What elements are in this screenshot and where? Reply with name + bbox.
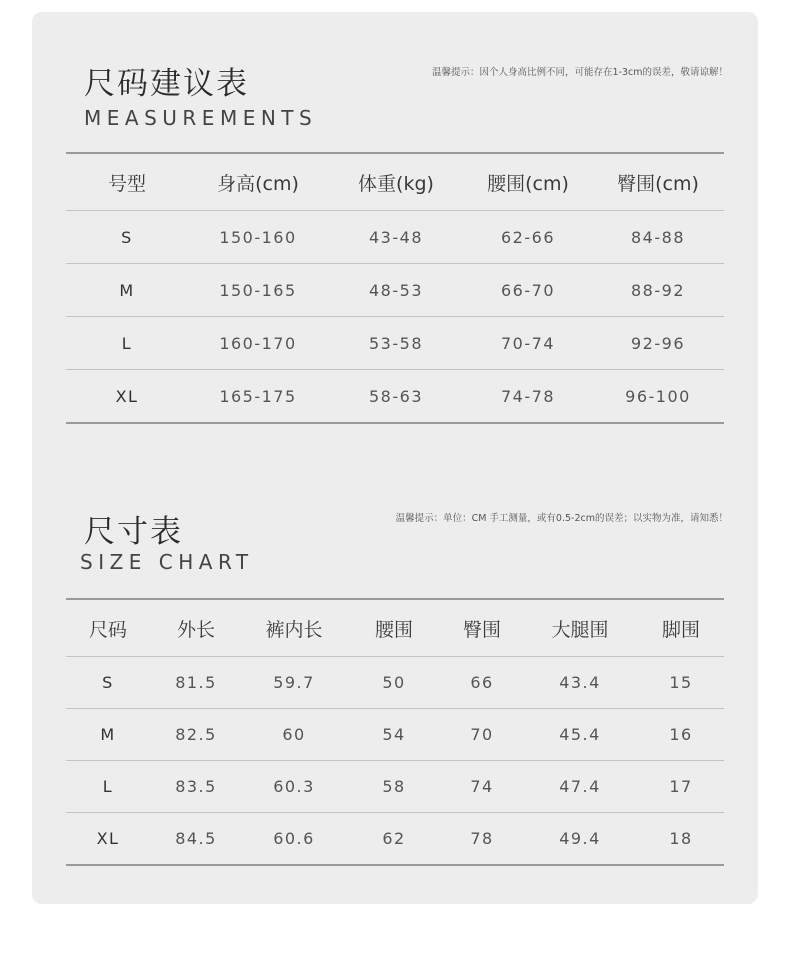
size-cell: XL xyxy=(66,370,188,424)
table-cell: 16 xyxy=(638,709,724,761)
table-row xyxy=(66,370,724,424)
table-cell: 47.4 xyxy=(522,761,638,813)
table-cell: 66-70 xyxy=(464,264,592,317)
header-cell: 腰围(cm) xyxy=(464,153,592,211)
header-cell: 腰围 xyxy=(346,599,442,657)
table-cell: 81.5 xyxy=(150,657,242,709)
table-cell: 150-165 xyxy=(188,264,328,317)
table-cell: 74 xyxy=(442,761,522,813)
table-cell: 45.4 xyxy=(522,709,638,761)
size-cell: M xyxy=(66,264,188,317)
header-cell: 尺码 xyxy=(66,599,150,657)
table-cell: 18 xyxy=(638,813,724,866)
table-cell: 92-96 xyxy=(592,317,724,370)
table-cell: 66 xyxy=(442,657,522,709)
size-chart-subtitle: SIZE CHART xyxy=(80,550,254,574)
header-cell: 臀围 xyxy=(442,599,522,657)
size-chart-table xyxy=(66,598,724,866)
table-cell: 88-92 xyxy=(592,264,724,317)
table-cell: 150-160 xyxy=(188,211,328,264)
table-cell: 59.7 xyxy=(242,657,346,709)
table-row xyxy=(66,317,724,370)
header-cell: 大腿围 xyxy=(522,599,638,657)
table-cell: 82.5 xyxy=(150,709,242,761)
table-cell: 60.6 xyxy=(242,813,346,866)
size-cell: M xyxy=(66,709,150,761)
table-cell: 54 xyxy=(346,709,442,761)
table-row xyxy=(66,709,724,761)
table-cell: 58-63 xyxy=(328,370,464,424)
size-cell: L xyxy=(66,317,188,370)
header-cell: 脚围 xyxy=(638,599,724,657)
table-cell: 84-88 xyxy=(592,211,724,264)
table-header-row xyxy=(66,153,724,211)
table-cell: 60.3 xyxy=(242,761,346,813)
header-cell: 臀围(cm) xyxy=(592,153,724,211)
table-cell: 96-100 xyxy=(592,370,724,424)
table-header-row xyxy=(66,599,724,657)
measurements-note: 温馨提示：因个人身高比例不同，可能存在1-3cm的误差，敬请谅解！ xyxy=(432,67,728,78)
table-row xyxy=(66,813,724,866)
size-chart-note: 温馨提示：单位：CM 手工测量，或有0.5-2cm的误差；以实物为准，请知悉！ xyxy=(395,513,728,524)
header-cell: 号型 xyxy=(66,153,188,211)
table-cell: 53-58 xyxy=(328,317,464,370)
header-cell: 身高(cm) xyxy=(188,153,328,211)
table-row xyxy=(66,264,724,317)
measurements-table xyxy=(66,152,724,424)
size-cell: S xyxy=(66,211,188,264)
size-cell: S xyxy=(66,657,150,709)
table-cell: 160-170 xyxy=(188,317,328,370)
measurements-subtitle: MEASUREMENTS xyxy=(84,106,318,130)
table-cell: 43.4 xyxy=(522,657,638,709)
table-cell: 70 xyxy=(442,709,522,761)
table-row xyxy=(66,657,724,709)
size-cell: XL xyxy=(66,813,150,866)
table-cell: 60 xyxy=(242,709,346,761)
header-cell: 裤内长 xyxy=(242,599,346,657)
table-cell: 15 xyxy=(638,657,724,709)
table-cell: 62-66 xyxy=(464,211,592,264)
size-cell: L xyxy=(66,761,150,813)
table-cell: 58 xyxy=(346,761,442,813)
table-cell: 83.5 xyxy=(150,761,242,813)
table-cell: 74-78 xyxy=(464,370,592,424)
table-cell: 48-53 xyxy=(328,264,464,317)
table-cell: 17 xyxy=(638,761,724,813)
header-cell: 体重(kg) xyxy=(328,153,464,211)
table-cell: 165-175 xyxy=(188,370,328,424)
size-card xyxy=(32,12,758,904)
measurements-title: 尺码建议表 xyxy=(84,66,249,102)
table-cell: 70-74 xyxy=(464,317,592,370)
table-row xyxy=(66,211,724,264)
table-cell: 50 xyxy=(346,657,442,709)
table-cell: 49.4 xyxy=(522,813,638,866)
table-cell: 62 xyxy=(346,813,442,866)
table-cell: 78 xyxy=(442,813,522,866)
table-row xyxy=(66,761,724,813)
table-cell: 43-48 xyxy=(328,211,464,264)
table-cell: 84.5 xyxy=(150,813,242,866)
header-cell: 外长 xyxy=(150,599,242,657)
size-chart-title: 尺寸表 xyxy=(84,514,183,550)
